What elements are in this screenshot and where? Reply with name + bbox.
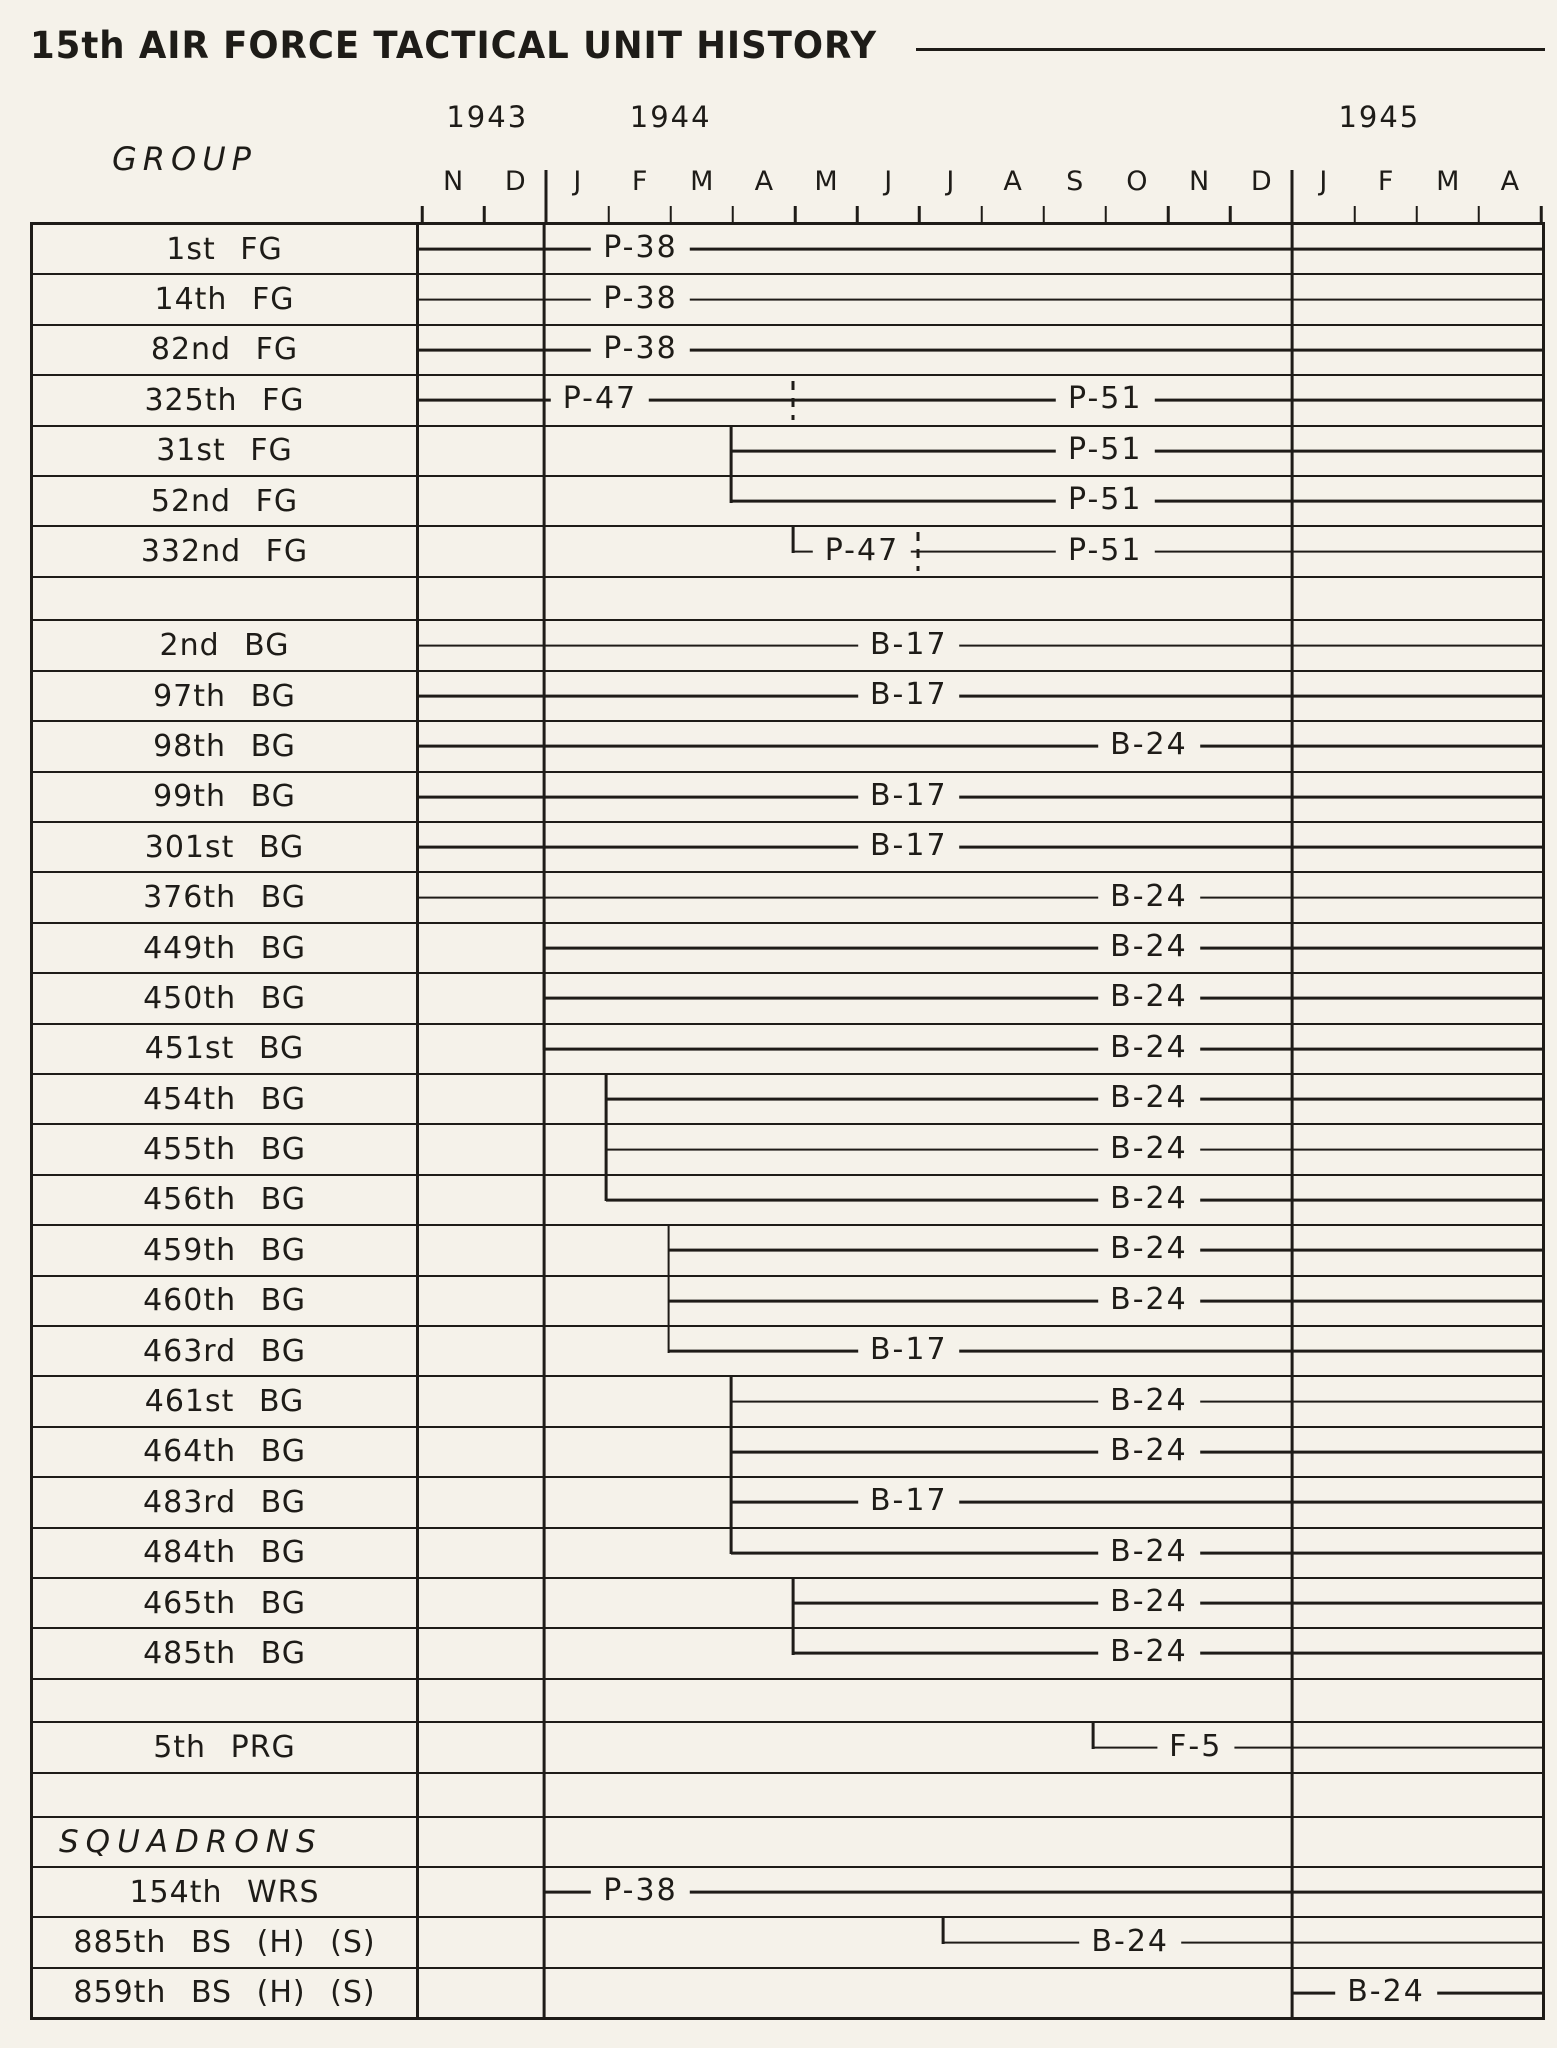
year-divider-line <box>542 1818 545 1866</box>
aircraft-label: B-24 <box>1098 1383 1200 1418</box>
year-divider-line <box>542 1226 545 1274</box>
page-title: 15th AIR FORCE TACTICAL UNIT HISTORY <box>30 24 878 67</box>
bar-start-tick <box>542 1025 545 1051</box>
month-label: A <box>754 166 774 197</box>
aircraft-label: B-24 <box>1098 1030 1200 1065</box>
aircraft-label: B-17 <box>858 1483 960 1518</box>
bar-start-tick <box>605 1075 608 1123</box>
month-label: M <box>1436 166 1460 197</box>
aircraft-label: B-24 <box>1098 1080 1200 1115</box>
service-bar <box>419 644 1542 647</box>
service-bar <box>669 1350 1542 1353</box>
group-name: 484th BG <box>143 1535 306 1571</box>
timeline-cell <box>419 376 1542 424</box>
year-divider-line <box>1291 1818 1294 1866</box>
year-divider-line <box>542 1478 545 1526</box>
month-label: D <box>1250 166 1272 197</box>
unit-history-table <box>30 222 1545 2020</box>
year-divider-line <box>542 1918 545 1966</box>
service-bar <box>419 298 1542 301</box>
group-name: 483rd BG <box>143 1484 306 1520</box>
bar-start-tick <box>605 1125 608 1173</box>
unit-row <box>33 722 1542 772</box>
bar-start-tick <box>792 1579 795 1627</box>
aircraft-label: B-24 <box>1098 1282 1200 1317</box>
unit-row <box>33 1226 1542 1276</box>
month-label: J <box>573 166 582 197</box>
bar-start-tick <box>667 1277 670 1325</box>
service-bar <box>731 1501 1542 1504</box>
unit-row <box>33 1723 1542 1773</box>
month-tick <box>1042 206 1045 222</box>
service-bar <box>606 1199 1542 1202</box>
group-name: 460th BG <box>143 1283 306 1319</box>
service-bar <box>544 997 1542 1000</box>
timeline-cell <box>419 1125 1542 1173</box>
group-name-cell <box>33 1075 419 1123</box>
aircraft-label: B-24 <box>1098 879 1200 914</box>
year-divider-line <box>1291 578 1294 620</box>
unit-row <box>33 823 1542 873</box>
month-label: J <box>884 166 893 197</box>
service-bar <box>419 248 1542 251</box>
year-divider-line <box>542 1529 545 1577</box>
group-name-cell <box>33 326 419 374</box>
aircraft-transition-dash <box>917 532 920 571</box>
group-name-cell <box>33 873 419 921</box>
year-divider-line <box>542 1680 545 1722</box>
timeline-cell <box>419 722 1542 770</box>
timeline-cell <box>419 873 1542 921</box>
group-name-cell <box>33 225 419 273</box>
timeline-cell <box>419 1918 1542 1966</box>
aircraft-label: F-5 <box>1157 1729 1234 1764</box>
bar-start-tick <box>730 1529 733 1555</box>
group-name-cell <box>33 1226 419 1274</box>
year-divider-line <box>542 1075 545 1123</box>
service-bar <box>544 1891 1542 1894</box>
bar-start-tick <box>942 1918 945 1944</box>
service-bar <box>419 896 1542 899</box>
group-name-cell <box>33 1478 419 1526</box>
unit-row <box>33 225 1542 275</box>
bar-start-tick <box>730 1377 733 1425</box>
unit-row <box>33 672 1542 722</box>
year-divider-line <box>542 1125 545 1173</box>
timeline-cell <box>419 1377 1542 1425</box>
aircraft-label: B-17 <box>858 677 960 712</box>
year-divider-line <box>542 1723 545 1771</box>
aircraft-label: B-17 <box>858 627 960 662</box>
month-tick <box>1105 206 1108 222</box>
aircraft-label: P-38 <box>591 1873 689 1908</box>
group-name-cell <box>33 621 419 669</box>
group-name-cell <box>33 1529 419 1577</box>
year-divider-line <box>542 1579 545 1627</box>
aircraft-transition-dash <box>792 381 795 420</box>
blank-row <box>33 1680 1542 1724</box>
timeline-cell <box>419 275 1542 323</box>
group-name-cell <box>33 1176 419 1224</box>
month-tick <box>1229 206 1232 222</box>
month-tick <box>1415 206 1418 222</box>
month-label: D <box>504 166 526 197</box>
year-divider-line <box>542 1629 545 1677</box>
aircraft-label: P-38 <box>591 331 689 366</box>
timeline-cell <box>419 477 1542 525</box>
unit-row <box>33 1176 1542 1226</box>
group-name-cell <box>33 1680 419 1722</box>
group-name-cell <box>33 924 419 972</box>
group-name-cell <box>33 1868 419 1916</box>
group-name-cell <box>33 477 419 525</box>
month-label: F <box>1377 166 1394 197</box>
unit-row <box>33 275 1542 325</box>
timeline-cell <box>419 672 1542 720</box>
group-name: 859th BS (H) (S) <box>73 1975 376 2011</box>
group-name: 325th FG <box>144 382 305 418</box>
aircraft-label: P-51 <box>1056 381 1154 416</box>
bar-start-tick <box>730 1428 733 1476</box>
timeline-cell <box>419 427 1542 475</box>
timeline-cell <box>419 1579 1542 1627</box>
timeline-cell <box>419 1969 1542 2017</box>
bar-start-tick <box>667 1327 670 1353</box>
year-divider-line <box>542 427 545 475</box>
unit-row <box>33 1529 1542 1579</box>
group-name: 99th BG <box>153 779 296 815</box>
bar-start-tick <box>1091 1723 1094 1749</box>
service-bar <box>606 1148 1542 1151</box>
unit-row <box>33 1277 1542 1327</box>
group-name-cell <box>33 974 419 1022</box>
unit-row <box>33 1969 1542 2017</box>
unit-row <box>33 1428 1542 1478</box>
month-label: N <box>1188 166 1210 197</box>
chart-header <box>30 100 1545 222</box>
aircraft-label: B-17 <box>858 828 960 863</box>
unit-row <box>33 621 1542 671</box>
timeline-cell <box>419 1680 1542 1722</box>
year-divider-line <box>1291 1774 1294 1816</box>
group-name: 52nd FG <box>150 483 299 519</box>
month-label: M <box>814 166 838 197</box>
unit-row <box>33 924 1542 974</box>
service-bar <box>419 846 1542 849</box>
title-rule <box>916 48 1545 52</box>
timeline-cell <box>419 1428 1542 1476</box>
timeline-cell <box>419 1629 1542 1677</box>
month-tick <box>980 206 983 222</box>
year-divider-line <box>542 1969 545 2017</box>
group-name-cell <box>33 1327 419 1375</box>
month-tick <box>856 206 859 222</box>
aircraft-label: P-38 <box>591 281 689 316</box>
service-bar <box>419 795 1542 798</box>
group-name: 463rd BG <box>143 1333 306 1369</box>
title-bar <box>30 24 1545 67</box>
timeline-cell <box>419 225 1542 273</box>
unit-row <box>33 326 1542 376</box>
month-tick <box>483 206 486 222</box>
aircraft-label: B-24 <box>1098 1635 1200 1670</box>
unit-row <box>33 1125 1542 1175</box>
year-divider-tick <box>1291 170 1294 222</box>
bar-start-tick <box>730 427 733 475</box>
year-divider-line <box>542 527 545 575</box>
month-tick <box>1353 206 1356 222</box>
month-tick <box>794 206 797 222</box>
group-name: 31st FG <box>156 433 293 469</box>
bar-start-tick <box>667 1226 670 1274</box>
bar-start-tick <box>605 1176 608 1202</box>
timeline-cell <box>419 621 1542 669</box>
service-bar <box>544 947 1542 950</box>
group-name-cell <box>33 1723 419 1771</box>
year-divider-line <box>542 1327 545 1375</box>
aircraft-label: B-24 <box>1098 1131 1200 1166</box>
unit-row <box>33 1075 1542 1125</box>
year-divider-line <box>542 1428 545 1476</box>
bar-start-tick <box>730 477 733 503</box>
group-name-cell <box>33 527 419 575</box>
month-label: F <box>631 166 648 197</box>
group-name: 332nd FG <box>140 534 309 570</box>
month-tick <box>669 206 672 222</box>
month-label: A <box>1500 166 1520 197</box>
group-name: 97th BG <box>153 678 296 714</box>
aircraft-label: B-24 <box>1335 1974 1437 2009</box>
year-label: 1945 <box>1338 100 1421 134</box>
aircraft-label: B-17 <box>858 1332 960 1367</box>
timeline-cell <box>419 773 1542 821</box>
aircraft-label: P-51 <box>1056 432 1154 467</box>
timeline-cell <box>419 1723 1542 1771</box>
group-name: 454th BG <box>143 1081 306 1117</box>
bar-start-tick <box>542 974 545 1022</box>
unit-row <box>33 1377 1542 1427</box>
group-name-cell <box>33 275 419 323</box>
group-column-label: GROUP <box>112 140 257 178</box>
timeline-cell <box>419 1478 1542 1526</box>
timeline-cell <box>419 1226 1542 1274</box>
month-tick <box>1167 206 1170 222</box>
group-name: 154th WRS <box>129 1874 320 1910</box>
group-name-cell <box>33 1969 419 2017</box>
group-name-cell <box>33 1774 419 1816</box>
unit-row <box>33 1478 1542 1528</box>
service-bar <box>943 1941 1542 1944</box>
group-name-cell <box>33 823 419 871</box>
group-name-cell <box>33 1125 419 1173</box>
year-divider-line <box>542 477 545 525</box>
timeline-cell <box>419 1277 1542 1325</box>
year-divider-line <box>542 1277 545 1325</box>
unit-row <box>33 527 1542 577</box>
group-name: 14th FG <box>154 282 295 318</box>
month-tick <box>607 206 610 222</box>
aircraft-label: B-24 <box>1079 1924 1181 1959</box>
month-label: O <box>1126 166 1148 197</box>
service-bar <box>606 1098 1542 1101</box>
unit-row <box>33 773 1542 823</box>
unit-row <box>33 1025 1542 1075</box>
service-bar <box>419 745 1542 748</box>
timeline-cell <box>419 1176 1542 1224</box>
unit-row <box>33 1327 1542 1377</box>
service-bar <box>419 349 1542 352</box>
section-header-row <box>33 1818 1542 1868</box>
time-axis <box>422 100 1541 222</box>
timeline-cell <box>419 1818 1542 1866</box>
month-label: J <box>946 166 955 197</box>
group-name-cell <box>33 1629 419 1677</box>
aircraft-label: P-47 <box>551 381 649 416</box>
group-name-cell <box>33 376 419 424</box>
group-name-cell <box>33 1428 419 1476</box>
month-label: N <box>442 166 464 197</box>
year-divider-line <box>542 1774 545 1816</box>
aircraft-label: P-38 <box>591 230 689 265</box>
timeline-cell <box>419 1025 1542 1073</box>
bar-start-tick <box>792 527 795 553</box>
group-name: 82nd FG <box>150 332 299 368</box>
unit-row <box>33 974 1542 1024</box>
blank-row <box>33 1774 1542 1818</box>
timeline-cell <box>419 1774 1542 1816</box>
month-label: J <box>1319 166 1328 197</box>
unit-row <box>33 427 1542 477</box>
aircraft-label: B-24 <box>1098 929 1200 964</box>
group-name: 455th BG <box>143 1132 306 1168</box>
unit-row <box>33 1579 1542 1629</box>
month-label: M <box>690 166 714 197</box>
month-tick <box>1540 206 1543 222</box>
month-label: S <box>1066 166 1084 197</box>
group-name: 2nd BG <box>159 628 290 664</box>
group-name-cell <box>33 578 419 620</box>
group-name-cell <box>33 672 419 720</box>
group-name: 5th PRG <box>153 1730 296 1766</box>
year-divider-tick <box>545 170 548 222</box>
year-divider-line <box>542 578 545 620</box>
group-name: 464th BG <box>143 1434 306 1470</box>
service-bar <box>419 695 1542 698</box>
group-name: 885th BS (H) (S) <box>73 1925 376 1961</box>
group-name: 1st FG <box>166 231 283 267</box>
year-divider-line <box>542 1176 545 1224</box>
group-name-cell <box>33 722 419 770</box>
timeline-cell <box>419 1075 1542 1123</box>
aircraft-label: B-24 <box>1098 1231 1200 1266</box>
aircraft-label: P-51 <box>1056 482 1154 517</box>
group-name-cell <box>33 1025 419 1073</box>
aircraft-label: P-47 <box>813 533 911 568</box>
month-tick <box>1478 206 1481 222</box>
group-name: 376th BG <box>143 880 306 916</box>
group-name-cell <box>33 1277 419 1325</box>
month-tick <box>421 206 424 222</box>
group-name: 450th BG <box>143 980 306 1016</box>
bar-start-tick <box>792 1629 795 1655</box>
blank-row <box>33 578 1542 622</box>
bar-start-tick <box>542 924 545 972</box>
month-tick <box>918 206 921 222</box>
month-tick <box>732 206 735 222</box>
aircraft-label: B-17 <box>858 778 960 813</box>
group-name-cell <box>33 1579 419 1627</box>
group-name: 456th BG <box>143 1182 306 1218</box>
unit-row <box>33 1868 1542 1918</box>
section-label-text: SQUADRONS <box>59 1823 323 1860</box>
timeline-cell <box>419 974 1542 1022</box>
group-name-cell <box>33 1377 419 1425</box>
group-name: 459th BG <box>143 1232 306 1268</box>
timeline-cell <box>419 527 1542 575</box>
month-label: A <box>1003 166 1022 197</box>
unit-row <box>33 376 1542 426</box>
timeline-cell <box>419 924 1542 972</box>
year-divider-line <box>542 1377 545 1425</box>
group-name-cell <box>33 427 419 475</box>
bar-start-tick <box>730 1478 733 1526</box>
year-label: 1944 <box>629 100 712 134</box>
group-name: 485th BG <box>143 1635 306 1671</box>
timeline-cell <box>419 1868 1542 1916</box>
unit-row <box>33 873 1542 923</box>
unit-row <box>33 1918 1542 1968</box>
year-label: 1943 <box>446 100 529 134</box>
timeline-cell <box>419 823 1542 871</box>
unit-row <box>33 477 1542 527</box>
aircraft-label: B-24 <box>1098 1534 1200 1569</box>
aircraft-label: B-24 <box>1098 980 1200 1015</box>
group-name: 301st BG <box>144 829 305 865</box>
aircraft-label: B-24 <box>1098 1584 1200 1619</box>
timeline-cell <box>419 1529 1542 1577</box>
group-name: 449th BG <box>143 930 306 966</box>
group-name: 451st BG <box>144 1031 305 1067</box>
group-name: 98th BG <box>153 728 296 764</box>
service-bar <box>544 1047 1542 1050</box>
timeline-cell <box>419 1327 1542 1375</box>
group-name: 461st BG <box>144 1384 305 1420</box>
timeline-cell <box>419 578 1542 620</box>
group-name-cell <box>33 773 419 821</box>
unit-row <box>33 1629 1542 1679</box>
section-label <box>33 1818 419 1866</box>
year-divider-line <box>1291 1680 1294 1722</box>
timeline-cell <box>419 326 1542 374</box>
aircraft-label: P-51 <box>1056 533 1154 568</box>
aircraft-label: B-24 <box>1098 728 1200 763</box>
group-name: 465th BG <box>143 1585 306 1621</box>
aircraft-label: B-24 <box>1098 1181 1200 1216</box>
group-name-cell <box>33 1918 419 1966</box>
aircraft-label: B-24 <box>1098 1433 1200 1468</box>
